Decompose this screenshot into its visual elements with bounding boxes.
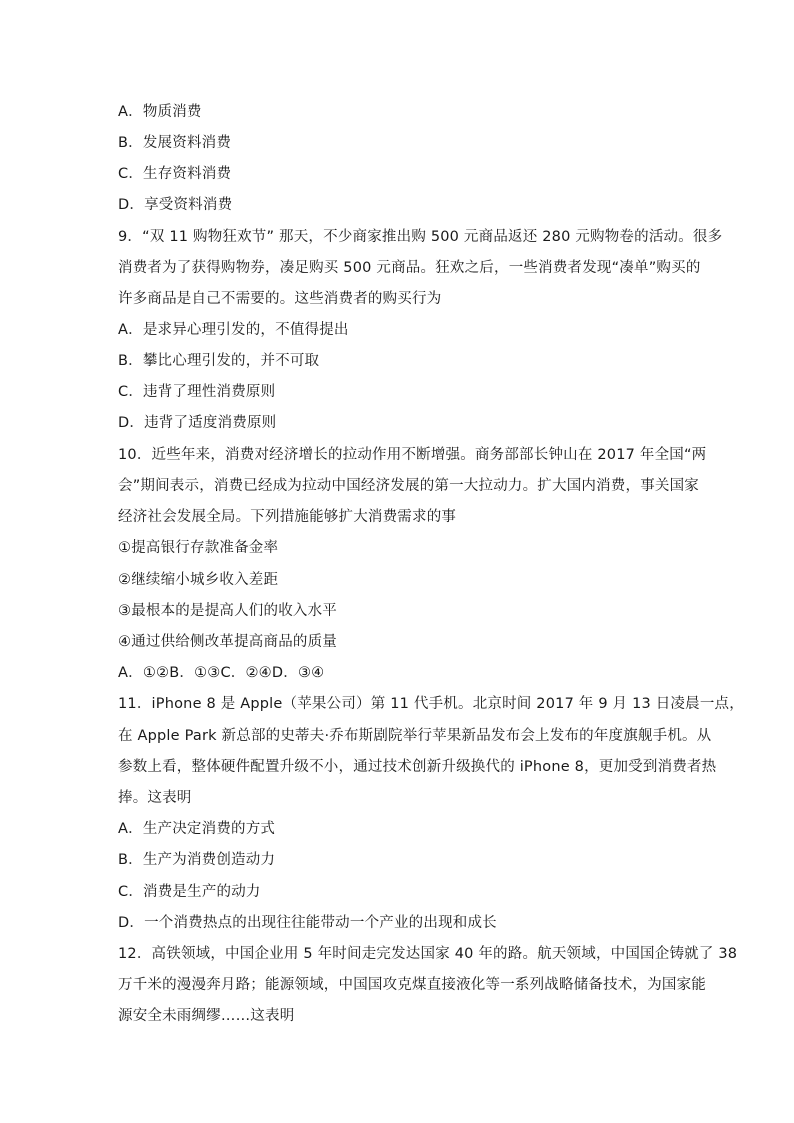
option-line: D．享受资料消费 (118, 197, 233, 213)
question-11-text: 参数上看，整体硬件配置升级不小，通过技术创新升级换代的 iPhone 8，更加受到消费者热 (118, 759, 717, 775)
option-line: B．生产为消费创造动力 (118, 852, 276, 868)
question-11-text: 在 Apple Park 新总部的史蒂夫·乔布斯剧院举行苹果新品发布会上发布的年度旗舰手机。从 (118, 728, 712, 744)
statement-line: ②继续缩小城乡收入差距 (118, 572, 279, 588)
statement-line: ③最根本的是提高人们的收入水平 (118, 603, 337, 619)
option-line: B．发展资料消费 (118, 135, 232, 151)
statement-line: ①提高银行存款准备金率 (118, 540, 279, 556)
option-line: D．一个消费热点的出现往往能带动一个产业的出现和成长 (118, 915, 497, 931)
question-11-text: 11．iPhone 8 是 Apple（苹果公司）第 11 代手机。北京时间 2017 年 9 月 13 日凌晨一点， (118, 696, 744, 712)
statement-line: ④通过供给侧改革提高商品的质量 (118, 634, 337, 650)
question-11-text: 捧。这表明 (118, 790, 192, 806)
option-line: A．物质消费 (118, 104, 202, 120)
question-9-text: 许多商品是自己不需要的。这些消费者的购买行为 (118, 291, 442, 307)
question-9-text: 消费者为了获得购物券，凑足购买 500 元商品。狂欢之后，一些消费者发现“凑单”购买的 (118, 260, 701, 276)
question-12-text: 12．高铁领域，中国企业用 5 年时间走完发达国家 40 年的路。航天领域，中国国企铸就了 38 (118, 946, 738, 962)
option-line: A．①②B．①③C．②④D．③④ (118, 665, 325, 681)
option-line: B．攀比心理引发的，并不可取 (118, 353, 320, 369)
option-line: A．是求异心理引发的，不值得提出 (118, 322, 349, 338)
question-10-text: 10．近些年来，消费对经济增长的拉动作用不断增强。商务部部长钟山在 2017 年全国“两 (118, 447, 707, 463)
question-10-text: 会”期间表示，消费已经成为拉动中国经济发展的第一大拉动力。扩大国内消费，事关国家 (118, 478, 700, 494)
question-10-text: 经济社会发展全局。下列措施能够扩大消费需求的事 (118, 509, 457, 525)
question-12-text: 万千米的漫漫奔月路；能源领域，中国国攻克煤直接液化等一系列战略储备技术，为国家能 (118, 977, 706, 993)
option-line: C．消费是生产的动力 (118, 884, 261, 900)
option-line: A．生产决定消费的方式 (118, 821, 276, 837)
option-line: D．违背了适度消费原则 (118, 415, 277, 431)
question-9-text: 9．“双 11 购物狂欢节” 那天，不少商家推出购 500 元商品返还 280 元购物卷的活动。很多 (118, 229, 723, 245)
question-12-text: 源安全未雨绸缪……这表明 (118, 1008, 295, 1024)
option-line: C．违背了理性消费原则 (118, 384, 276, 400)
option-line: C．生存资料消费 (118, 166, 232, 182)
